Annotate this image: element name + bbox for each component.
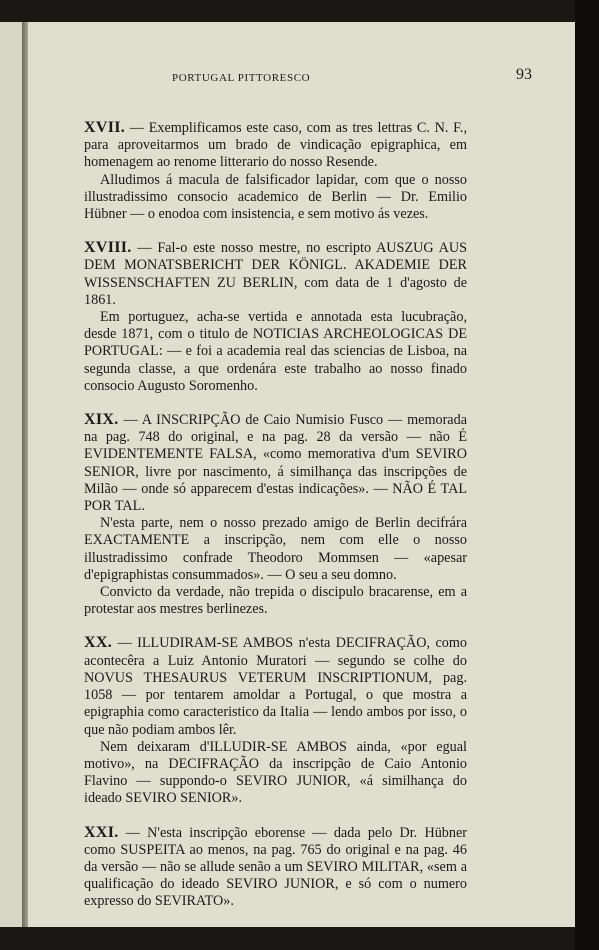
page-body (84, 119, 467, 911)
paragraph-xxi (84, 824, 467, 911)
paragraph-xviii (84, 239, 467, 309)
paragraph (84, 739, 467, 808)
paragraph-xx (84, 634, 467, 738)
paragraph-text: Convicto da verdade, não trepida o discipulo bracarense, em a protestar aos mestres berlinezes. (84, 584, 467, 618)
scan-background (575, 0, 599, 950)
paragraph-text: Alludimos á macula de falsificador lapidar, com que o nosso illustradissimo consocio academico de Berlin — Dr. Emilio Hübner — o enodoa com insistencia, e sem motivo ás vezes. (84, 171, 467, 223)
paragraph-text: — N'esta inscripção eborense — dada pelo Dr. Hübner como SUSPEITA ao menos, na pag. 765 do original e na pag. 46 da versão — não se allude senão a um SEVIRO MILITAR, «sem a qualificação do ideado SEVIRO JUNIOR, e só com o numero expresso do SEVIRATO». (84, 824, 467, 910)
paragraph (84, 584, 467, 618)
paragraph (84, 515, 467, 584)
page-number: 93 (516, 66, 532, 83)
section-numeral: XVIII. (84, 239, 132, 257)
paragraph-xix (84, 411, 467, 515)
paragraph (84, 172, 467, 224)
paragraph-text: — ILLUDIRAM-SE AMBOS n'esta DECIFRAÇÃO, como acontecêra a Luiz Antonio Muratori — segundo se colhe do NOVUS THESAURUS VETERUM INSCRIPTIONUM, pag. 1058 — por tentarem amoldar a Portugal, o que mostra a epigraphia como caracteristico da Italia — lendo ambos por isso, o que não podiam ambos lêr. (84, 635, 467, 738)
paragraph-text: N'esta parte, nem o nosso prezado amigo de Berlin decifrára EXACTAMENTE a inscripção, nem com elle o nosso illustradissimo confrade Theodoro Mommsen — «apesar d'epigraphistas consummados». — O seu a seu domno. (84, 515, 467, 583)
paragraph-text: — A INSCRIPÇÃO de Caio Numisio Fusco — memorada na pag. 748 do original, e na pag. 28 da versão — não É EVIDENTEMENTE FALSA, «como memorativa d'um SEVIRO SENIOR, livre por nascimento, á similhança das inscripções de Milão — onde só apparecem d'estas indicações». — NÃO É TAL POR TAL. (84, 412, 467, 515)
facing-page-edge (0, 22, 24, 927)
paragraph-text: Nem deixaram d'ILLUDIR-SE AMBOS ainda, «por egual motivo», na DECIFRAÇÃO da inscripção de Caio Antonio Flavino — suppondo-o SEVIRO JUNIOR, «á similhança do ideado SEVIRO SENIOR». (84, 738, 467, 807)
section-numeral: XX. (84, 634, 113, 652)
section-numeral: XXI. (84, 823, 119, 841)
paragraph-text: — Fal-o este nosso mestre, no escripto AUSZUG AUS DEM MONATSBERICHT DER KÖNIGL. AKADEMIE DER WISSENSCHAFTEN ZU BERLIN, com data de 1 d'agosto de 1861. (84, 240, 467, 308)
section-numeral: XVII. (84, 119, 126, 136)
paragraph-text: Em portuguez, acha-se vertida e annotada esta lucubração, desde 1871, com o titulo de NOTICIAS ARCHEOLOGICAS DE PORTUGAL: — e foi a academia real das sciencias de Lisboa, na segunda classe, a que ordenára este trabalho ao nosso finado consocio Augusto Soromenho. (84, 309, 467, 394)
paragraph-text: — Exemplificamos este caso, com as tres lettras C. N. F., para aproveitarmos um brado de vindicação epigraphica, em homenagem ao renome litterario do nosso Resende. (84, 120, 467, 171)
paragraph (84, 309, 467, 395)
running-title: PORTUGAL PITTORESCO (172, 72, 311, 84)
page-header (172, 66, 532, 92)
section-numeral: XIX. (84, 411, 119, 429)
paragraph-xvii (84, 119, 467, 172)
